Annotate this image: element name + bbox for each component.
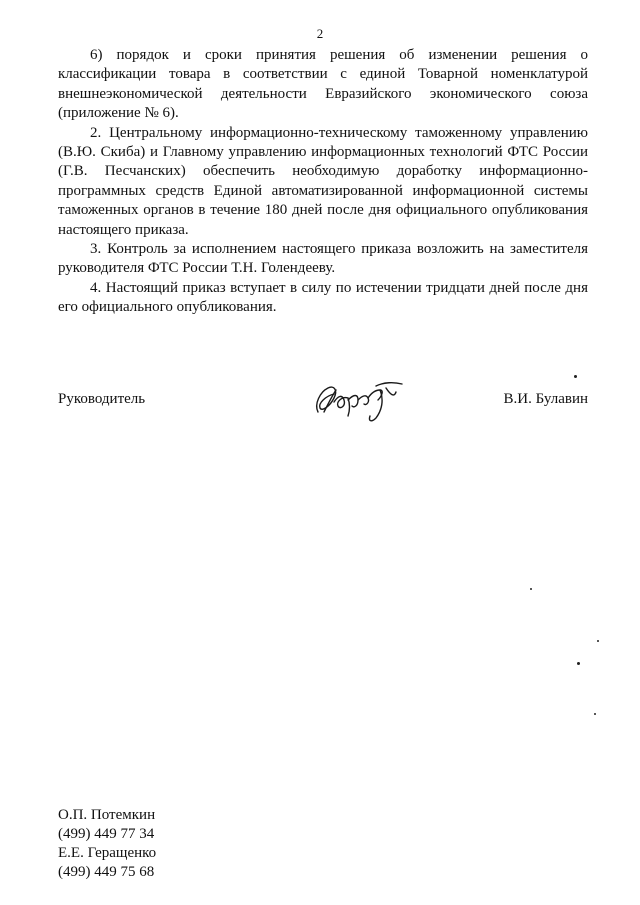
executor-name-2: Е.Е. Геращенко [58, 845, 157, 861]
scan-speck [597, 640, 599, 642]
paragraph-4: 4. Настоящий приказ вступает в силу по истечении тридцати дней после дня его официального опубликования. [58, 279, 588, 316]
executor-phone-1: (499) 449 77 34 [58, 826, 155, 842]
paragraph-item-6: 6) порядок и сроки принятия решения об изменении решения о классификации товара в соответствии с единой Товарной номенклатурой внешнеэкономической деятельности Евразийского экономического союза (приложение № 6). [58, 47, 588, 122]
order-body [58, 46, 588, 318]
executor-contacts [58, 806, 156, 882]
paragraph-3: 3. Контроль за исполнением настоящего приказа возложить на заместителя руководителя ФТС России Т.Н. Голендееву. [58, 241, 588, 277]
executor-phone-2: (499) 449 75 68 [58, 864, 155, 880]
scan-speck [594, 713, 596, 715]
signatory-position: Руководитель [58, 391, 146, 407]
signatory-name: В.И. Булавин [503, 391, 588, 407]
executor-name-1: О.П. Потемкин [58, 807, 156, 823]
handwritten-signature [310, 370, 410, 430]
paragraph-2: 2. Центральному информационно-техническому таможенному управлению (В.Ю. Скиба) и Главному управлению информационных технологий ФТС России (Г.В. Песчанских) обеспечить необходимую доработку информационно-программных средств Единой автоматизированной информационной системы таможенных органов в течение 180 дней после дня официального опубликования настоящего приказа. [58, 124, 588, 238]
scan-speck [574, 375, 577, 378]
page-number: 2 [316, 26, 324, 41]
scan-speck [577, 662, 580, 665]
scan-speck [530, 588, 532, 590]
